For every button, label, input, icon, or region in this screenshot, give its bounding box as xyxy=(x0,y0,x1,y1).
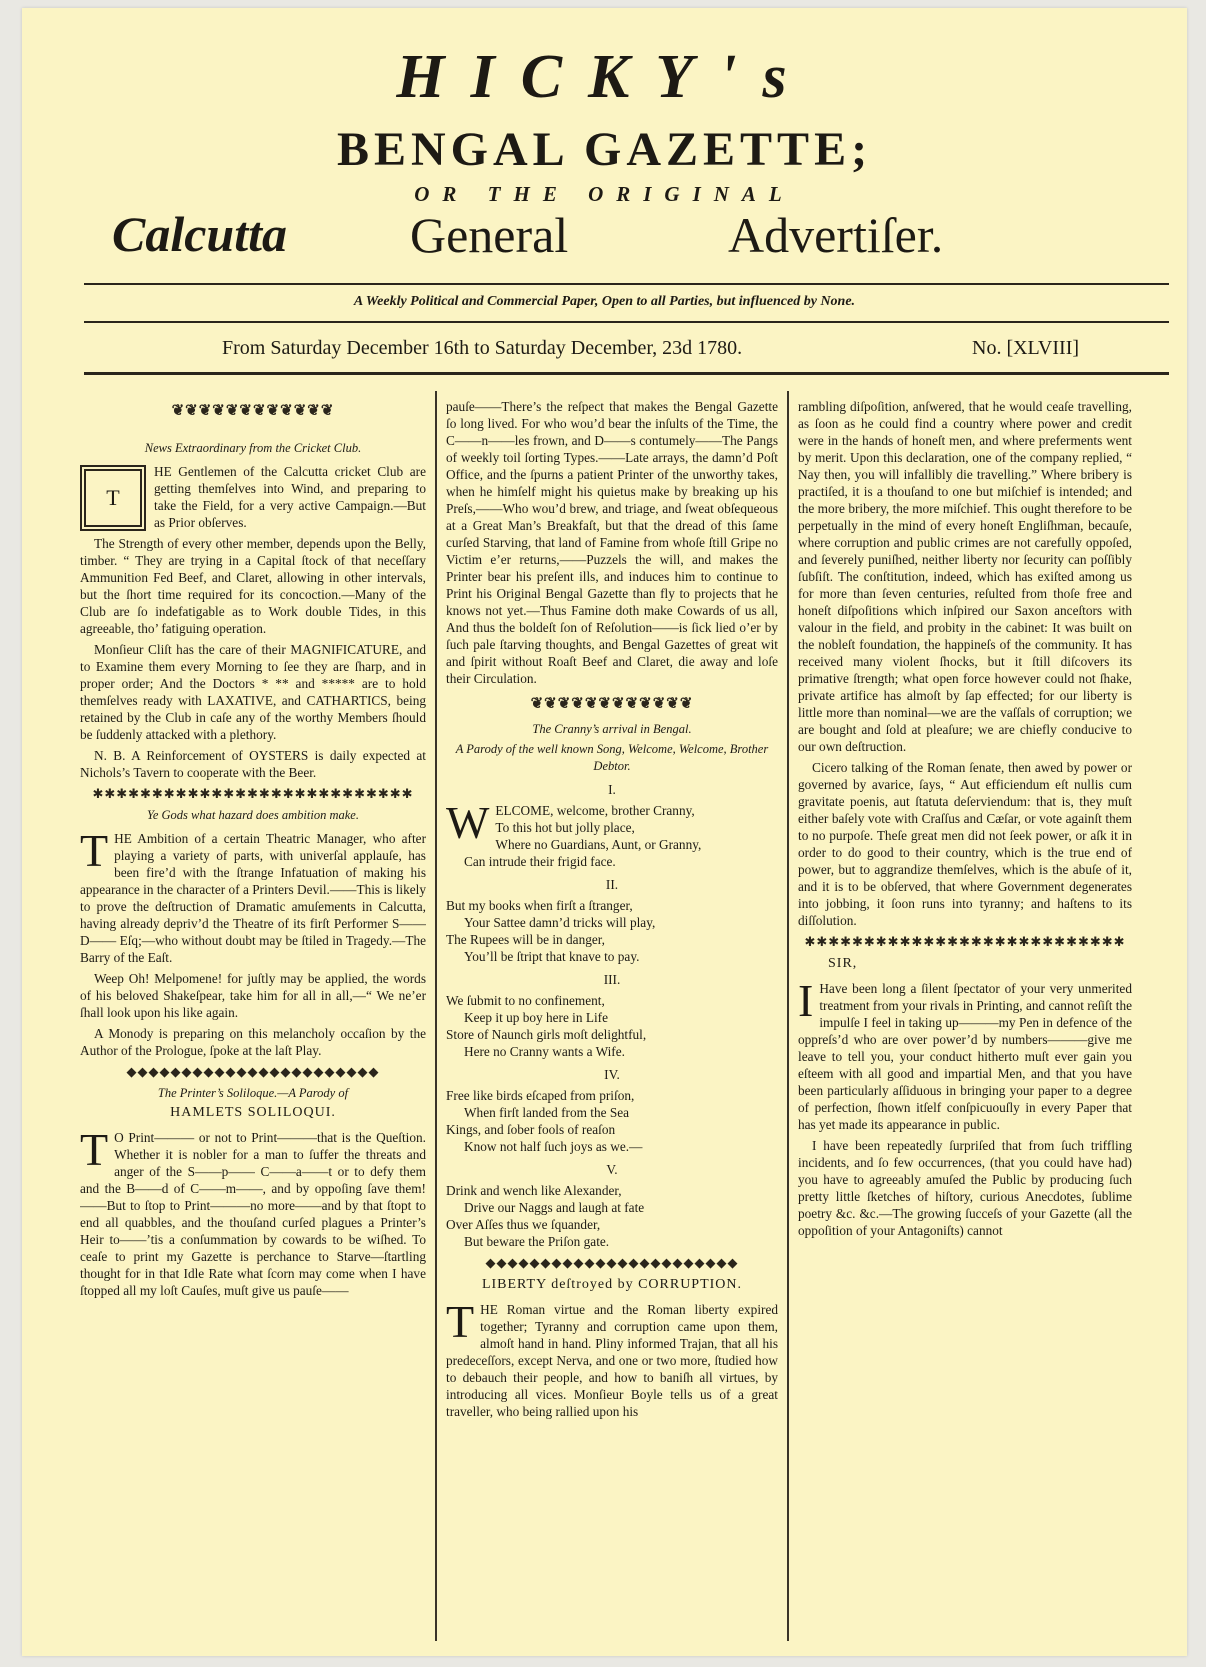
verse-line: But my books when firſt a ſtranger, xyxy=(446,898,633,913)
chain-ornament: ❦❦❦❦❦❦❦❦❦❦❦❦ xyxy=(171,404,335,419)
ornamental-dropcap-box: T xyxy=(80,465,146,531)
stanza-2 xyxy=(446,897,778,965)
issue-number: No. [XLVIII] xyxy=(972,337,1080,359)
star-ornament-2: ✱✱✱✱✱✱✱✱✱✱✱✱✱✱✱✱✱✱✱✱✱✱✱✱✱✱✱ xyxy=(804,935,1126,949)
letter-paragraph-1: Have been long a ſilent ſpectator of your very unmerited treatment from your rivals in Printing, and cannot reſiſt the impulſe I feel in taking up———my Pen in defence of the oppreſs’d who are over power’d by numbers———give me leave to tell you, your conduct hitherto muſt ever gain you eſteem with all good and impartial Men, and that you have been particularly aſſiduous in bringing your paper to a degree of perfection, ſhown itſelf conſpicuouſly in every Paper that has yet made its appearance in public. xyxy=(798,981,1132,1132)
stanza-number-3: III. xyxy=(603,972,621,987)
masthead-rule-middle xyxy=(84,321,1169,323)
cricket-club-paragraph-2: The Strength of every other member, depends upon the Belly, timber. “ They are trying in a Capital ſtock of that neceſſary Ammunition Fed Beef, and Claret, allowing in other intervals, but the ſhort time required for its concoction.—Many of the Club are ſo indefatigable as to Work double Tides, in this agreeable, tho’ fatiguing operation. xyxy=(80,536,426,636)
dropcap-w: W xyxy=(446,797,490,848)
issue-date-line: From Saturday December 16th to Saturday December, 23d 1780. xyxy=(222,337,743,359)
stanza-number-4: IV. xyxy=(604,1067,620,1082)
cranny-subheading: A Parody of the well known Song, Welcome, Welcome, Brother Debtor. xyxy=(455,742,769,773)
masthead-rule-bottom xyxy=(84,372,1169,375)
soliloque-paragraph: O Print——— or not to Print———that is the Queſtion. Whether it is nobler for a man to ſuffer the threats and anger of the S——p—— C——a——t or to defy them and the B——d of C——m——, and by oppoſing ſave them!——But to ſtop to Print———no more——and by that ſtopt to end all quabbles, and the thouſand curſed plagues a Printer’s Heir to——’tis a conſummation by cowards to be wiſhed. To ceaſe to print my Gazette is perchance to Starve—ſtartling thought for in that Idle Rate what ſcorn may come when I have ſtopped all my loſt Cauſes, muſt give us pauſe—— xyxy=(80,1130,426,1298)
stanza-1 xyxy=(446,797,778,870)
column-divider-2 xyxy=(787,391,789,1641)
verse-line: Keep it up boy here in Life xyxy=(464,1010,608,1025)
masthead-advertiser: Advertiſer. xyxy=(728,207,944,263)
verse-line: Can intrude their frigid face. xyxy=(464,854,616,869)
verse-line: Kings, and ſober fools of reaſon xyxy=(446,1122,616,1137)
newspaper-page xyxy=(22,8,1187,1656)
masthead-rule-top xyxy=(84,283,1169,285)
verse-line: Drink and wench like Alexander, xyxy=(446,1183,622,1198)
dropcap-i: I xyxy=(798,975,814,1026)
stanza-number-1: I. xyxy=(608,782,616,797)
ambition-paragraph-1: HE Ambition of a certain Theatric Manager, who after playing a variety of parts, with univerſal applauſe, has been fire’d with the ſtrange Infatuation of making his appearance in the character of a Printers Devil.——This is likely to prove the deſtruction of Dramatic amuſements in Calcutta, having already depriv’d the Theatre of its firſt Performer S—— D—— Eſq;—who without doubt may be ſtiled in Tragedy.—The Barry of the Eaſt. xyxy=(80,831,426,965)
verse-line: Free like birds eſcaped from priſon, xyxy=(446,1088,635,1103)
verse-line: Your Sattee damn’d tricks will play, xyxy=(464,915,656,930)
column-divider-1 xyxy=(435,391,437,1641)
cricket-club-paragraph-4: N. B. A Reinforcement of OYSTERS is daily expected at Nichols’s Tavern to cooperate with the Beer. xyxy=(80,748,426,780)
verse-line: You’ll be ſtript that knave to pay. xyxy=(464,949,640,964)
liberty-continued-paragraph: rambling diſpoſition, anſwered, that he would ceaſe travelling, as ſoon as he could find a country where power and credit were in the hands of honeſt men, and where preferments went by merit. Upon this declaration, one of the company replied, “ Nay then, you will infallibly die travelling.” Where bribery is practiſed, it is a thouſand to one but miſchief is intended; and the more bribery, the more miſchief. This ought therefore to be perpetually in the mind of every honeſt Engliſhman, becauſe, where corruption and public crimes are not carefully oppoſed, and ſeverely puniſhed, neither liberty nor ſecurity can poſſibly ſubſiſt. The conſtitution, indeed, which has exiſted among us for more than ſeven centuries, reſulted from thoſe free and honeſt diſpoſitions which inſpired our Saxon anceſtors with valour in the field, and probity in the cabinet: It was built on the nobleſt foundation, the happineſs of the community. It has received many violent ſhocks, but it ſtill diſcovers its primative ſtrength; what open force however could not ſhake, private artifice has almoſt by ſap effected; for our liberty is little more than nominal—we are the vaſſals of corruption; we are bought and ſold at pleaſure; we are chiefly conducive to our own deſtruction. xyxy=(798,399,1132,754)
verse-line: When firſt landed from the Sea xyxy=(464,1105,630,1120)
cricket-club-heading: News Extraordinary from the Cricket Club. xyxy=(144,441,362,455)
diamond-ornament-1: ◆◆◆◆◆◆◆◆◆◆◆◆◆◆◆◆◆◆◆◆◆◆◆ xyxy=(126,1065,380,1079)
ambition-heading: Ye Gods what hazard does ambition make. xyxy=(147,808,359,822)
masthead-general: General xyxy=(410,207,569,263)
verse-line: Here no Cranny wants a Wife. xyxy=(464,1044,625,1059)
dropcap-t-3: T xyxy=(446,1296,475,1347)
verse-line: The Rupees will be in danger, xyxy=(446,932,605,947)
stanza-number-2: II. xyxy=(605,877,619,892)
verse-line: Drive our Naggs and laugh at fate xyxy=(464,1200,645,1215)
masthead-calcutta: Calcutta xyxy=(112,206,288,262)
masthead-or-the-original: OR THE ORIGINAL xyxy=(414,182,795,206)
verse-line: To this hot but jolly place, xyxy=(495,820,635,835)
liberty-heading: LIBERTY deſtroyed by CORRUPTION. xyxy=(481,1277,743,1292)
masthead-tagline: A Weekly Political and Commercial Paper, Open to all Parties, but influenced by None. xyxy=(353,294,856,309)
stanza-number-5: V. xyxy=(606,1162,618,1177)
verse-line: Store of Naunch girls moſt delightful, xyxy=(446,1027,647,1042)
ambition-paragraph-2: Weep Oh! Melpomene! for juſtly may be applied, the words of his beloved Shakeſpear, take him for all in all,—“ We ne’er ſhall look upon his like again. xyxy=(80,971,426,1020)
stanza-5 xyxy=(446,1182,778,1250)
stanza-3 xyxy=(446,992,778,1060)
verse-line: Over Aſſes thus we ſquander, xyxy=(446,1217,601,1232)
dropcap-t-2: T xyxy=(80,1124,109,1175)
liberty-paragraph: HE Roman virtue and the Roman liberty expired together; Tyranny and corruption came upon them, almoſt hand in hand. Pliny informed Trajan, that all his predeceſſors, except Nerva, and one or two more, ſtudied how to debauch their people, and how to baniſh all virtues, by introducing all vices. Monſieur Boyle tells us of a great traveller, who being rallied upon his xyxy=(446,1302,778,1419)
ambition-paragraph-3: A Monody is preparing on this melancholy occaſion by the Author of the Prologue, ſpoke at the laſt Play. xyxy=(80,1026,426,1058)
star-ornament-1: ✱✱✱✱✱✱✱✱✱✱✱✱✱✱✱✱✱✱✱✱✱✱✱✱✱✱✱ xyxy=(92,787,414,801)
column-1 xyxy=(80,398,426,1638)
cranny-heading: The Cranny’s arrival in Bengal. xyxy=(532,722,692,736)
dropcap-t-1: T xyxy=(80,825,109,876)
stanza-4 xyxy=(446,1087,778,1155)
verse-line: ELCOME, welcome, brother Cranny, xyxy=(495,803,695,818)
masthead-bengal-gazette: BENGAL GAZETTE; xyxy=(336,123,873,176)
cricket-club-paragraph-1: HE Gentlemen of the Calcutta cricket Club are getting themſelves into Wind, and preparing to take the Field, for a very active Campaign.—But as Prior obſerves. xyxy=(154,464,426,530)
masthead-hicky: HICKY's xyxy=(396,43,813,111)
diamond-ornament-2: ◆◆◆◆◆◆◆◆◆◆◆◆◆◆◆◆◆◆◆◆◆◆◆ xyxy=(485,1256,739,1270)
soliloque-continued-paragraph: pauſe——There’s the reſpect that makes the Bengal Gazette ſo long lived. For who wou’d bear the inſults of the Time, the C——n——les frown, and D——s contumely——The Pangs of weekly toil ſorting Types.——Late arrays, the damn’d Poſt Office, and the ſpurns a patient Printer of the unworthy takes, when he himſelf might his quietus make by breaking up his Preſs,——Who wou’d brew, and triage, and ſweat obſequeous at a Great Man’s Breakfaſt, but that the dread of this ſame curſed Starving, that land of Famine from whoſe ſtill Gripe no Victim e’er returns,——Puzzels the will, and makes the Printer bear his preſent ills, and induces him to continue to Print his Original Bengal Gazette than fly to projects that he knows not yet.—Thus Famine doth make Cowards of us all, And thus the boldeſt ſon of Reſolution——is ſick lied o’er by ſuch pale ſtarving thoughts, and Bengal Gazettes of great wit and ſpirit without Roaſt Beef and Claret, die away and loſe their Circulation. xyxy=(446,399,778,686)
cricket-club-paragraph-3: Monſieur Cliſt has the care of their MAGNIFICATURE, and to Examine them every Morning to ſee they are ſharp, and in proper order; And the Doctors * ** and ***** are to hold themſelves ready with LAXATIVE, and CATHARTICS, being retained by the Club in caſe any of the worthy Members ſhould be ſuddenly attacked with a plethory. xyxy=(80,642,426,742)
printers-soliloque-heading: The Printer’s Soliloque.—A Parody of xyxy=(157,1086,349,1100)
column-2 xyxy=(446,398,778,1638)
hamlets-soliloqui-heading: HAMLETS SOLILOQUI. xyxy=(170,1105,336,1120)
chain-ornament-2: ❦❦❦❦❦❦❦❦❦❦❦❦ xyxy=(530,696,694,712)
verse-line: But beware the Priſon gate. xyxy=(464,1234,610,1249)
verse-line: Know not half ſuch joys as we.— xyxy=(464,1139,643,1154)
verse-line: We ſubmit to no confinement, xyxy=(446,993,605,1008)
cicero-paragraph: Cicero talking of the Roman ſenate, then awed by power or governed by avarice, ſays, “ Aut efficiendum eſt nullis cum gravitate poenis, aut ſtatuta deſerviendum: that is, they muſt either baſely vote with Craſſus and Cæſar, or vote againſt them to no purpoſe. Theſe great men did not ſeek power, or aſk it in order to do good to their country, which is the true end of power, but to aggrandize themſelves, which is the abuſe of it, and it is to be obſerved, that where Government degenerates into jobbing, it ſoon runs into tyranny; and haſtens to its diſſolution. xyxy=(798,760,1132,928)
letter-salutation: SIR, xyxy=(828,956,858,971)
column-3 xyxy=(798,398,1132,1638)
verse-line: Where no Guardians, Aunt, or Granny, xyxy=(495,837,702,852)
letter-paragraph-2: I have been repeatedly ſurpriſed that from ſuch triffling incidents, and ſo few occurrences, (that you could have had) you have to agreeably amuſed the Public by producing ſuch pretty little ſketches of hiſtory, curious Anecdotes, ſublime poetry &c. &c.—The growing ſucceſs of your Gazette (all the oppoſition of your Antagoniſts) cannot xyxy=(798,1138,1132,1238)
